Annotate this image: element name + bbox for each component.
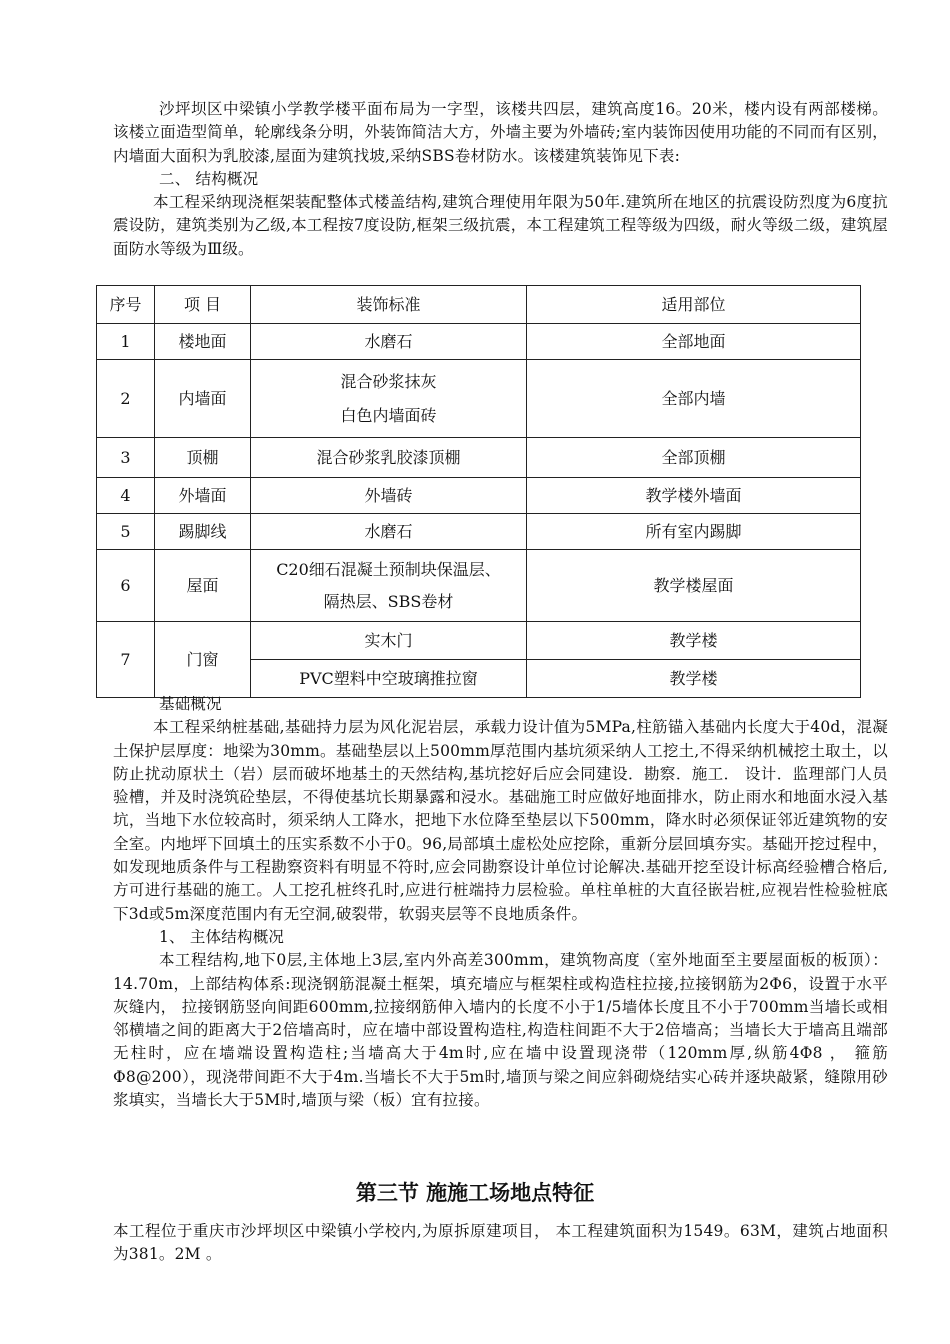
cell-standard: 外墙砖 bbox=[251, 478, 527, 514]
cell-standard: PVC塑料中空玻璃推拉窗 bbox=[251, 660, 527, 698]
cell-standard bbox=[251, 360, 527, 438]
cell-item: 踢脚线 bbox=[155, 514, 251, 550]
foundation-section bbox=[113, 693, 888, 1112]
cell-area: 教学楼屋面 bbox=[527, 550, 861, 622]
cell-no: 7 bbox=[97, 622, 155, 698]
table-row bbox=[97, 478, 861, 514]
cell-item: 屋面 bbox=[155, 550, 251, 622]
intro-section bbox=[113, 98, 888, 261]
section3-paragraph: 本工程位于重庆市沙坪坝区中梁镇小学校内,为原拆原建项目， 本工程建筑面积为1549。63M，建筑占地面积为381。2M 。 bbox=[113, 1222, 888, 1264]
cell-area: 全部内墙 bbox=[527, 360, 861, 438]
table-header-row bbox=[97, 286, 861, 324]
cell-item: 楼地面 bbox=[155, 324, 251, 360]
table-row bbox=[97, 360, 861, 438]
cell-area: 全部顶棚 bbox=[527, 438, 861, 478]
cell-no: 5 bbox=[97, 514, 155, 550]
intro-paragraph: 沙坪坝区中梁镇小学教学楼平面布局为一字型，该楼共四层，建筑高度16。20米，楼内设有两部楼梯。该楼立面造型简单，轮廓线条分明，外装饰简洁大方，外墙主要为外墙砖;室内装饰因使用功能的不同而有区别，内墙面大面积为乳胶漆,屋面为建筑找坡,采纳SBS卷材防水。该楼建筑装饰见下表: bbox=[113, 100, 888, 165]
standard-line: 隔热层、SBS卷材 bbox=[323, 591, 454, 611]
cell-no: 2 bbox=[97, 360, 155, 438]
cell-standard bbox=[251, 550, 527, 622]
cell-standard: 水磨石 bbox=[251, 324, 527, 360]
main-structure-paragraph: 本工程结构,地下0层,主体地上3层,室内外高差300mm，建筑物高度（室外地面至主要屋面板的板顶）：14.70m，上部结构体系:现浇钢筋混凝土框架，填充墙应与框架柱或构造柱拉接,拉接钢筋为2Φ6，设置于水平灰缝内， 拉接钢筋竖向间距600mm,拉接纲筋伸入墙内的长度不小于1/5墙体长度且不小于700mm当墙长或相邻横墙之间的距离大于2倍墙高时，应在墙中部设置构造柱,构造柱间距不大于2倍墙高；当墙长大于墙高且端部无柱时，应在墙端设置构造柱;当墙高大于4m时,应在墙中设置现浇带（120mm厚,纵筋4Φ8 ， 箍筋Φ8@200），现浇带间距不大于4m.当墙长不大于5m时,墙顶与梁之间应斜砌烧结实心砖并逐块敲紧，缝隙用砂浆填实，当墙长大于5M时,墙顶与梁（板）宜有拉接。 bbox=[113, 951, 889, 1110]
header-standard: 装饰标准 bbox=[251, 286, 527, 324]
cell-no: 4 bbox=[97, 478, 155, 514]
cell-area: 教学楼 bbox=[527, 660, 861, 698]
cell-no: 1 bbox=[97, 324, 155, 360]
cell-area: 所有室内踢脚 bbox=[527, 514, 861, 550]
table-row bbox=[97, 438, 861, 478]
cell-standard: 混合砂浆乳胶漆顶棚 bbox=[251, 438, 527, 478]
decoration-table bbox=[96, 285, 861, 698]
section3-body bbox=[113, 1220, 888, 1267]
cell-area: 教学楼 bbox=[527, 622, 861, 660]
foundation-heading: 基础概况 bbox=[159, 695, 222, 713]
table-row bbox=[97, 622, 861, 660]
cell-area: 教学楼外墙面 bbox=[527, 478, 861, 514]
section-title: 第三节 施施工场地点特征 bbox=[355, 1180, 595, 1205]
table-row bbox=[97, 550, 861, 622]
standard-line: 白色内墙面砖 bbox=[340, 405, 437, 425]
header-item: 项 目 bbox=[155, 286, 251, 324]
cell-standard: 实木门 bbox=[251, 622, 527, 660]
table-row bbox=[97, 324, 861, 360]
header-no: 序号 bbox=[97, 286, 155, 324]
cell-item: 门窗 bbox=[155, 622, 251, 698]
cell-no: 6 bbox=[97, 550, 155, 622]
cell-no: 3 bbox=[97, 438, 155, 478]
cell-area: 全部地面 bbox=[527, 324, 861, 360]
structure-heading: 二、 结构概况 bbox=[159, 169, 259, 188]
table-row bbox=[97, 514, 861, 550]
cell-item: 外墙面 bbox=[155, 478, 251, 514]
structure-paragraph: 本工程采纳现浇框架装配整体式楼盖结构,建筑合理使用年限为50年.建筑所在地区的抗震设防烈度为6度抗震设防，建筑类别为乙级,本工程按7度设防,框架三级抗震，本工程建筑工程等级为四级，耐火等级二级，建筑屋面防水等级为Ⅲ级。 bbox=[113, 193, 888, 258]
foundation-paragraph: 本工程采纳桩基础,基础持力层为风化泥岩层，承载力设计值为5MPa,柱筋锚入基础内长度大于40d，混凝土保护层厚度：地梁为30mm。基础垫层以上500mm厚范围内基坑须采纳人工挖土,不得采纳机械挖土取土，以防止扰动原状土（岩）层而破坏地基土的天然结构,基坑挖好后应会同建设．勘察．施工． 设计．监理部门人员验槽，并及时浇筑砼垫层，不得使基坑长期暴露和浸水。基础施工时应做好地面排水，防止雨水和地面水浸入基坑，当地下水位较高时，须采纳人工降水，把地下水位降至垫层以下500mm，降水时必须保证邻近建筑物的安全室。内地坪下回填土的压实系数不小于0。96,局部填土虚松处应挖除，重新分层回填夯实。基础开挖过程中，如发现地质条件与工程勘察资料有明显不符时,应会同勘察设计单位讨论解决.基础开挖至设计标高经验槽合格后,方可进行基础的施工。人工挖孔桩终孔时,应进行桩端持力层检验。单柱单桩的大直径嵌岩桩,应视岩性检验桩底下3d或5m深度范围内有无空洞,破裂带，软弱夹层等不良地质条件。 bbox=[113, 718, 888, 923]
main-structure-heading: 1、 主体结构概况 bbox=[159, 927, 285, 946]
cell-item: 内墙面 bbox=[155, 360, 251, 438]
standard-line: C20细石混凝土预制块保温层、 bbox=[276, 559, 501, 579]
cell-item: 顶棚 bbox=[155, 438, 251, 478]
standard-line: 混合砂浆抹灰 bbox=[340, 371, 437, 391]
header-area: 适用部位 bbox=[527, 286, 861, 324]
cell-standard: 水磨石 bbox=[251, 514, 527, 550]
